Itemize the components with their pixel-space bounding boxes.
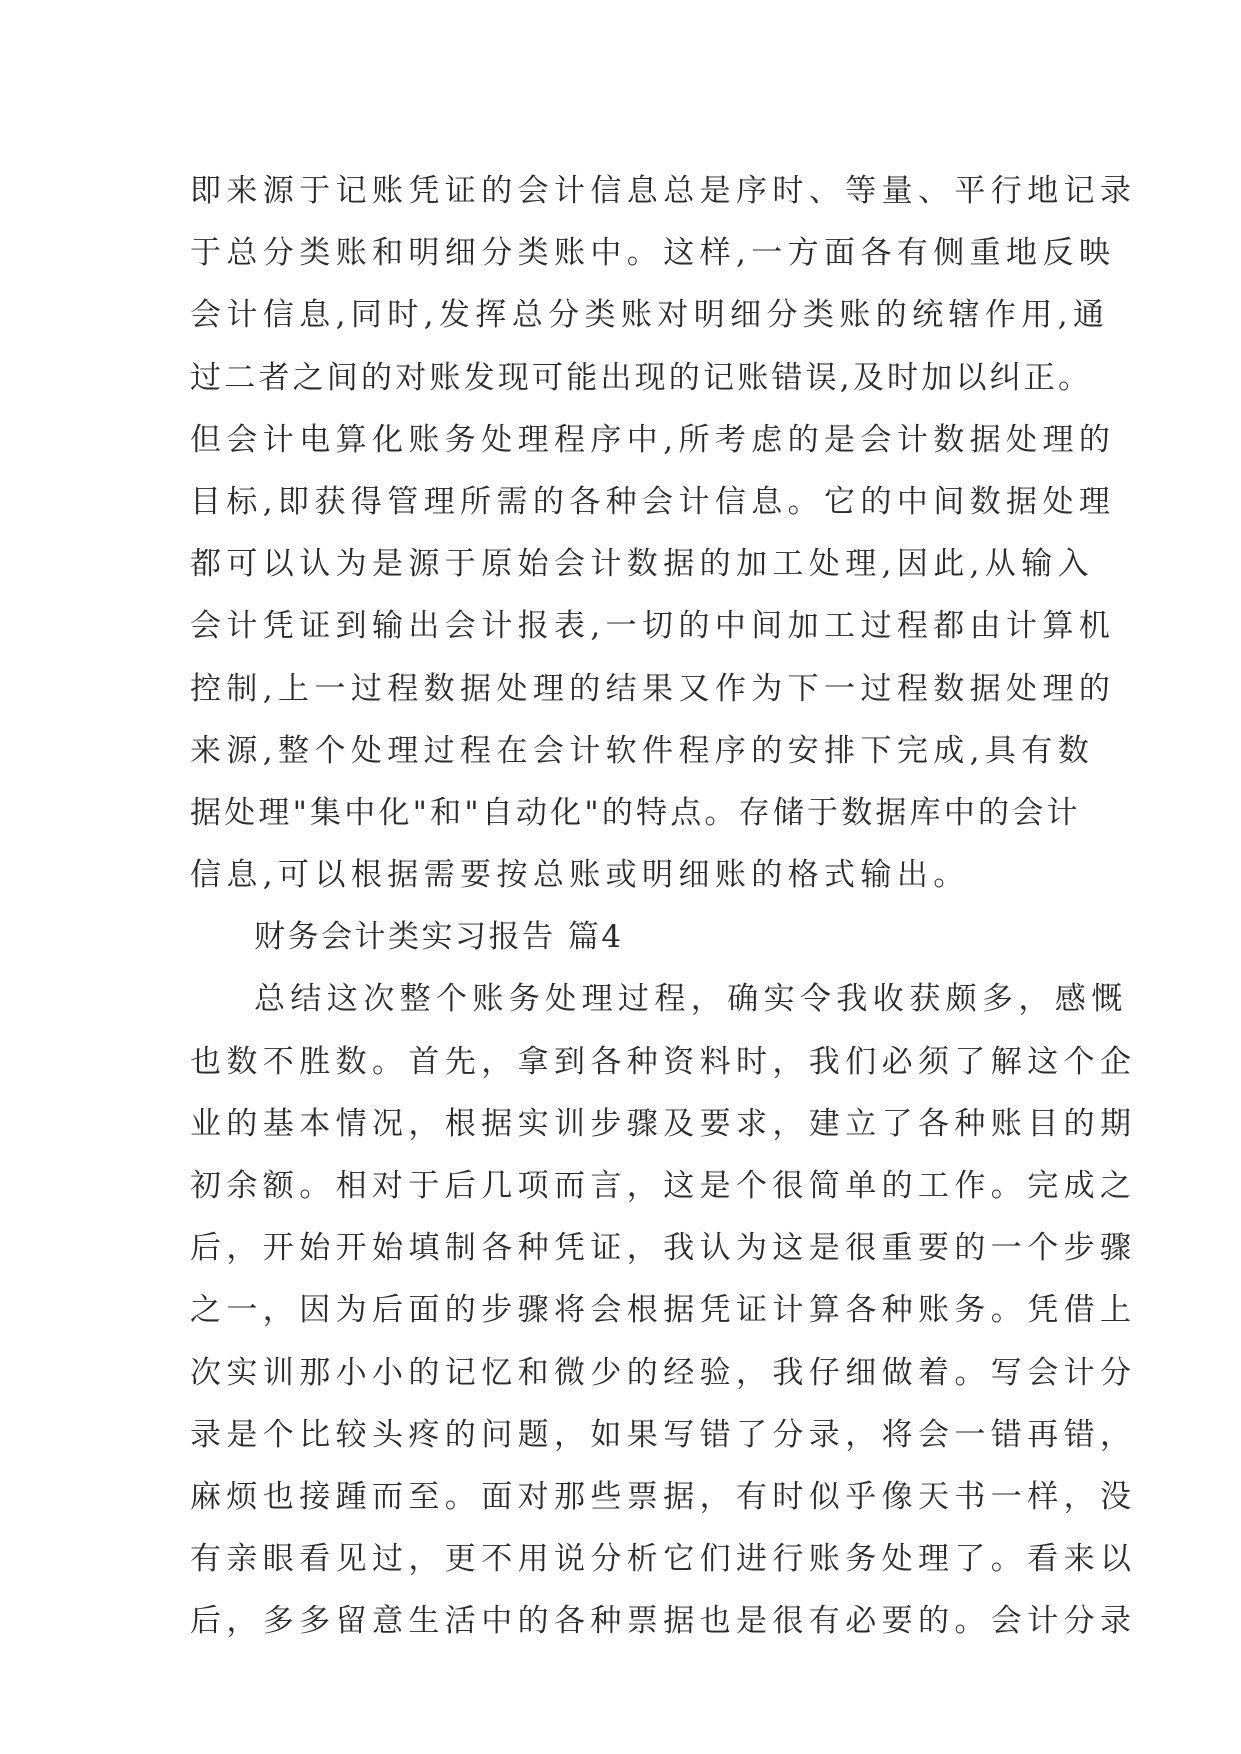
paragraph-line: 次实训那小小的记忆和微少的经验，我仔细做着。写会计分 bbox=[190, 1354, 1137, 1391]
paragraph-line: 业的基本情况，根据实训步骤及要求，建立了各种账目的期 bbox=[190, 1105, 1137, 1142]
paragraph-line: 总结这次整个账务处理过程，确实令我收获颇多，感慨 bbox=[254, 981, 1128, 1018]
paragraph-line: 即来源于记账凭证的会计信息总是序时、等量、平行地记录 bbox=[190, 173, 1137, 209]
paragraph-line: 过二者之间的对账发现可能出现的记账错误,及时加以纠正。 bbox=[190, 359, 1093, 396]
paragraph-line: 目标,即获得管理所需的各种会计信息。它的中间数据处理 bbox=[190, 483, 1116, 520]
paragraph-line: 也数不胜数。首先，拿到各种资料时，我们必须了解这个企 bbox=[190, 1043, 1137, 1080]
paragraph-line: 信息,可以根据需要按总账或明细账的格式输出。 bbox=[190, 857, 970, 894]
paragraph-line: 控制,上一过程数据处理的结果又作为下一过程数据处理的 bbox=[190, 670, 1116, 707]
document-body bbox=[190, 160, 1137, 1653]
paragraph-line: 后，开始开始填制各种凭证，我认为这是很重要的一个步骤 bbox=[190, 1230, 1137, 1267]
paragraph-line: 会计凭证到输出会计报表,一切的中间加工过程都由计算机 bbox=[190, 608, 1116, 645]
paragraph-line: 会计信息,同时,发挥总分类账对明细分类账的统辖作用,通 bbox=[190, 297, 1110, 334]
paragraph-line: 来源,整个处理过程在会计软件程序的安排下完成,具有数 bbox=[190, 732, 1095, 769]
paragraph-line: 但会计电算化账务处理程序中,所考虑的是会计数据处理的 bbox=[190, 421, 1116, 458]
paragraph-line: 都可以认为是源于原始会计数据的加工处理,因此,从输入 bbox=[190, 546, 1095, 583]
paragraph-line: 据处理"集中化"和"自动化"的特点。存储于数据库中的会计 bbox=[190, 794, 1081, 831]
paragraph-line: 初余额。相对于后几项而言，这是个很简单的工作。完成之 bbox=[190, 1168, 1137, 1204]
paragraph-line: 于总分类账和明细分类账中。这样,一方面各有侧重地反映 bbox=[190, 235, 1116, 272]
paragraph-line: 麻烦也接踵而至。面对那些票据，有时似乎像天书一样，没 bbox=[190, 1478, 1137, 1515]
section-heading: 财务会计类实习报告 篇4 bbox=[254, 919, 624, 956]
paragraph-line: 之一，因为后面的步骤将会根据凭证计算各种账务。凭借上 bbox=[190, 1292, 1137, 1329]
paragraph-line: 后，多多留意生活中的各种票据也是很有必要的。会计分录 bbox=[190, 1603, 1137, 1640]
paragraph-line: 录是个比较头疼的问题，如果写错了分录，将会一错再错， bbox=[190, 1416, 1137, 1453]
paragraph-line: 有亲眼看见过，更不用说分析它们进行账务处理了。看来以 bbox=[190, 1541, 1137, 1578]
